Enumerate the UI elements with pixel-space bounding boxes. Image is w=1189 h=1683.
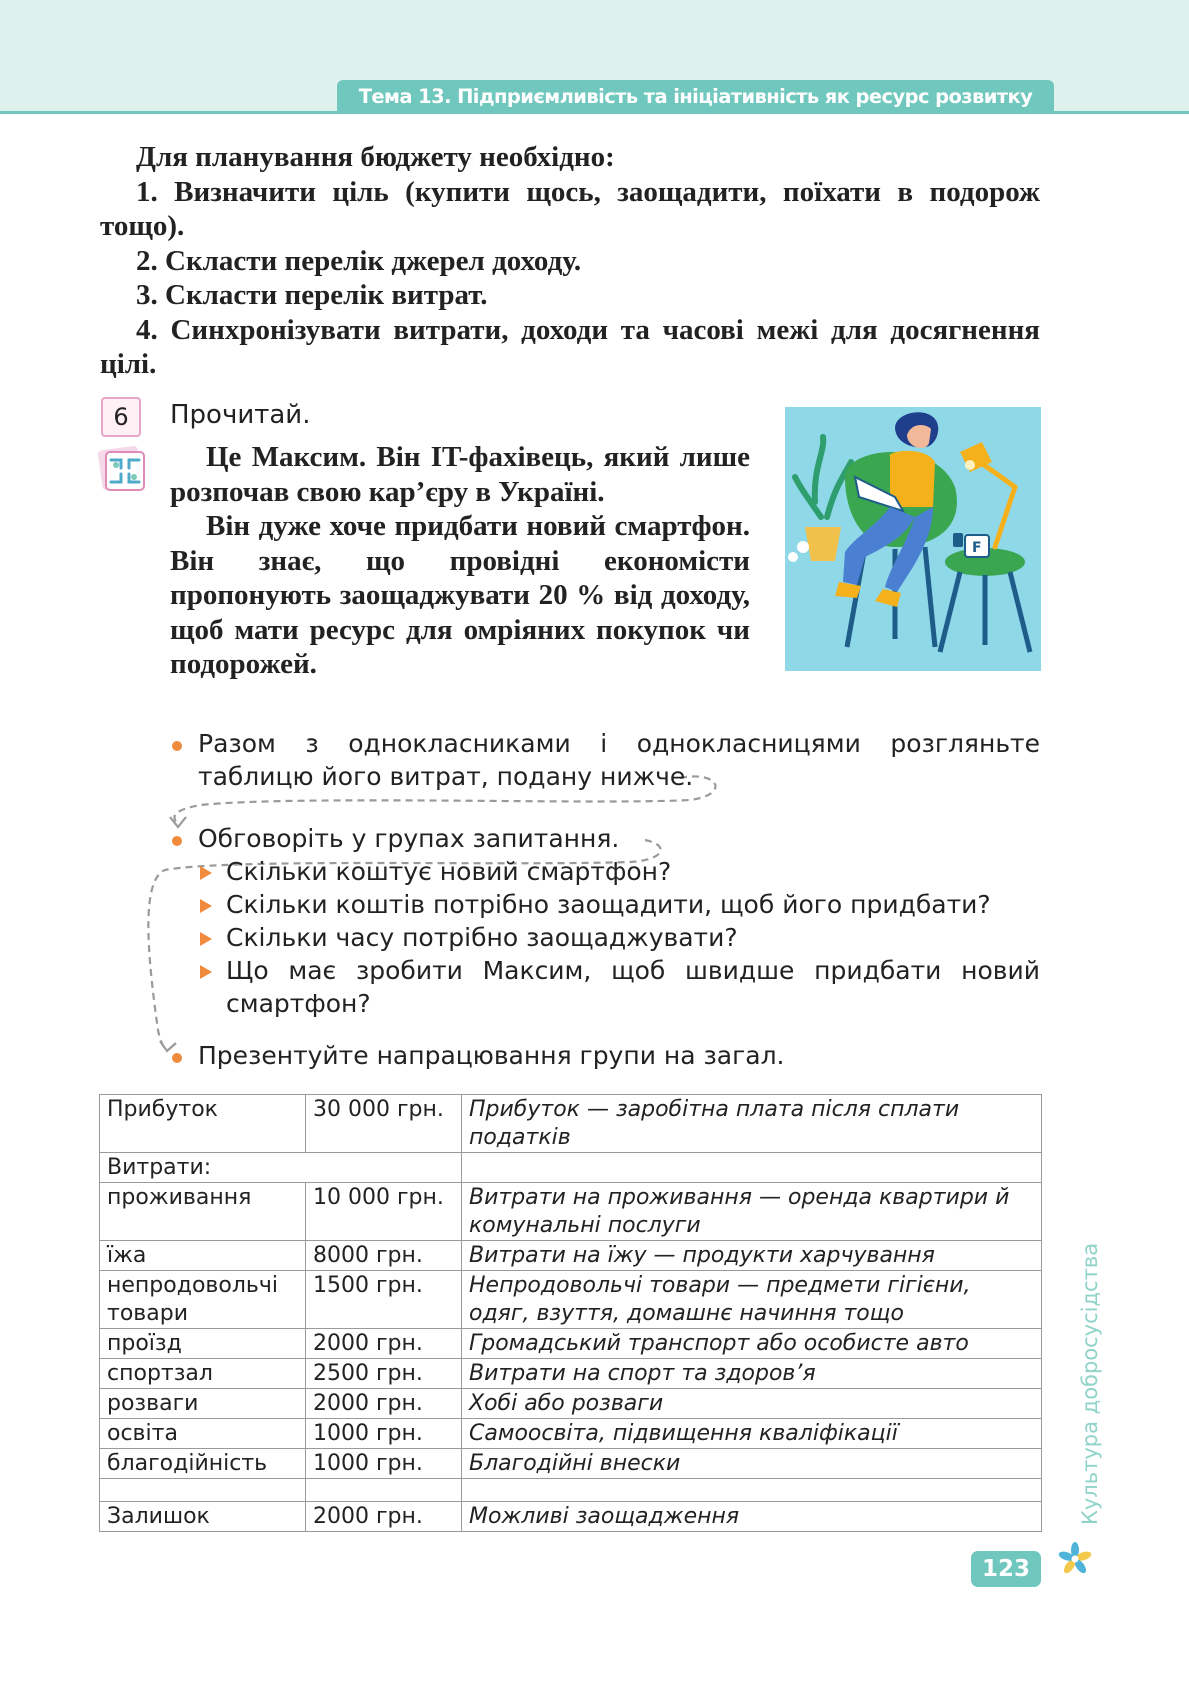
pair-work-icon (94, 442, 150, 498)
table-cell-note: Непродовольчі товари — предмети гігієни, одяг, взуття, домашнє начиння тощо (462, 1271, 1042, 1329)
triangle-bullet-icon (200, 866, 212, 880)
story-paragraph: Це Максим. Він IT-фахівець, який лише розпочав свою кар’єру в Україні. (170, 441, 750, 508)
question-item (170, 954, 1040, 1020)
table-row (100, 1271, 1042, 1329)
exercise-number-badge: 6 (101, 397, 141, 437)
table-row (100, 1153, 1042, 1183)
table-row (100, 1183, 1042, 1241)
task-item (170, 822, 1040, 855)
table-cell-amount: 8000 грн. (306, 1241, 462, 1271)
table-cell-note: Витрати на спорт та здоров’я (462, 1359, 1042, 1389)
story-paragraph: Він дуже хоче придбати новий смартфон. Він знає, що провідні економісти пропонують заощаджувати 20 % від доходу, щоб мати ресурс для омріяних покупок чи подорожей. (170, 510, 750, 680)
table-cell-item: Витрати: (100, 1153, 462, 1183)
task-item (170, 1039, 1040, 1072)
table-row (100, 1329, 1042, 1359)
table-cell-item: розваги (100, 1389, 306, 1419)
table-row (100, 1449, 1042, 1479)
table-cell-amount: 2000 грн. (306, 1502, 462, 1532)
table-row (100, 1419, 1042, 1449)
question-item (170, 855, 1040, 888)
table-cell-amount: 1000 грн. (306, 1419, 462, 1449)
table-cell-item: їжа (100, 1241, 306, 1271)
bullet-icon (172, 741, 182, 751)
question-text: Що має зробити Максим, щоб швидше придбати новий смартфон? (226, 956, 1040, 1018)
table-cell-item: Залишок (100, 1502, 306, 1532)
table-cell-note: Витрати на їжу — продукти харчування (462, 1241, 1042, 1271)
table-row (100, 1241, 1042, 1271)
table-cell-item: освіта (100, 1419, 306, 1449)
table-row (100, 1502, 1042, 1532)
planning-step: 4. Синхронізувати витрати, доходи та часові межі для досягнення цілі. (100, 313, 1040, 380)
question-item (170, 921, 1040, 954)
section-title-vertical: Культура добросусідства (1078, 1242, 1102, 1525)
table-cell-item: проживання (100, 1183, 306, 1241)
table-cell-amount: 2000 грн. (306, 1329, 462, 1359)
table-row (100, 1359, 1042, 1389)
bullet-icon (172, 836, 182, 846)
question-text: Скільки часу потрібно заощаджувати? (226, 923, 738, 952)
question-item (170, 888, 1040, 921)
story-text (170, 440, 750, 682)
discussion-tasks (170, 727, 1040, 1072)
table-cell-item: спортзал (100, 1359, 306, 1389)
table-cell-item: проїзд (100, 1329, 306, 1359)
topic-title: Тема 13. Підприємливість та ініціативність як ресурс розвитку (337, 80, 1054, 114)
bullet-icon (172, 1053, 182, 1063)
table-cell-amount: 2500 грн. (306, 1359, 462, 1389)
planning-step: 3. Скласти перелік витрат. (136, 279, 488, 311)
table-row (100, 1389, 1042, 1419)
task-item (170, 727, 1040, 793)
table-cell-note: Громадський транспорт або особисте авто (462, 1329, 1042, 1359)
planning-lead: Для планування бюджету необхідно: (136, 141, 615, 173)
triangle-bullet-icon (200, 965, 212, 979)
table-row (100, 1479, 1042, 1502)
table-cell-note: Витрати на проживання — оренда квартири й комунальні послуги (462, 1183, 1042, 1241)
question-text: Скільки коштів потрібно заощадити, щоб його придбати? (226, 890, 991, 919)
maksym-illustration (785, 407, 1041, 671)
exercise-instruction: Прочитай. (170, 400, 311, 430)
table-cell-note: Прибуток — заробітна плата після сплати податків (462, 1095, 1042, 1153)
table-cell-note: Хобі або розваги (462, 1389, 1042, 1419)
table-cell-amount: 10 000 грн. (306, 1183, 462, 1241)
planning-step: 2. Скласти перелік джерел доходу. (136, 244, 582, 277)
table-row (100, 1095, 1042, 1153)
table-cell-amount: 1500 грн. (306, 1271, 462, 1329)
page-number: 123 (971, 1551, 1041, 1587)
table-cell-note: Самоосвіта, підвищення кваліфікації (462, 1419, 1042, 1449)
budget-table (99, 1094, 1042, 1532)
triangle-bullet-icon (200, 932, 212, 946)
task-text: Разом з однокласниками і однокласницями розгляньте таблицю його витрат, подану нижче. (198, 729, 1040, 791)
table-cell-item (100, 1479, 306, 1502)
table-cell-item: Прибуток (100, 1095, 306, 1153)
table-cell-amount: 1000 грн. (306, 1449, 462, 1479)
table-cell-amount (306, 1479, 462, 1502)
task-text: Обговоріть у групах запитання. (198, 824, 620, 853)
table-cell-note (462, 1479, 1042, 1502)
triangle-bullet-icon (200, 899, 212, 913)
budget-planning-steps (100, 140, 1040, 382)
table-cell-amount: 30 000 грн. (306, 1095, 462, 1153)
table-cell-item: непродовольчі товари (100, 1271, 306, 1329)
question-text: Скільки коштує новий смартфон? (226, 857, 672, 886)
table-cell-amount: 2000 грн. (306, 1389, 462, 1419)
table-cell-note: Можливі заощадження (462, 1502, 1042, 1532)
planning-step: 1. Визначити ціль (купити щось, заощадити, поїхати в подорож тощо). (100, 175, 1040, 242)
flower-icon (1057, 1541, 1093, 1577)
table-cell-note: Благодійні внески (462, 1449, 1042, 1479)
table-cell-item: благодійність (100, 1449, 306, 1479)
task-text: Презентуйте напрацювання групи на загал. (198, 1041, 785, 1070)
table-cell-note (462, 1153, 1042, 1183)
svg-text:F: F (972, 540, 982, 556)
